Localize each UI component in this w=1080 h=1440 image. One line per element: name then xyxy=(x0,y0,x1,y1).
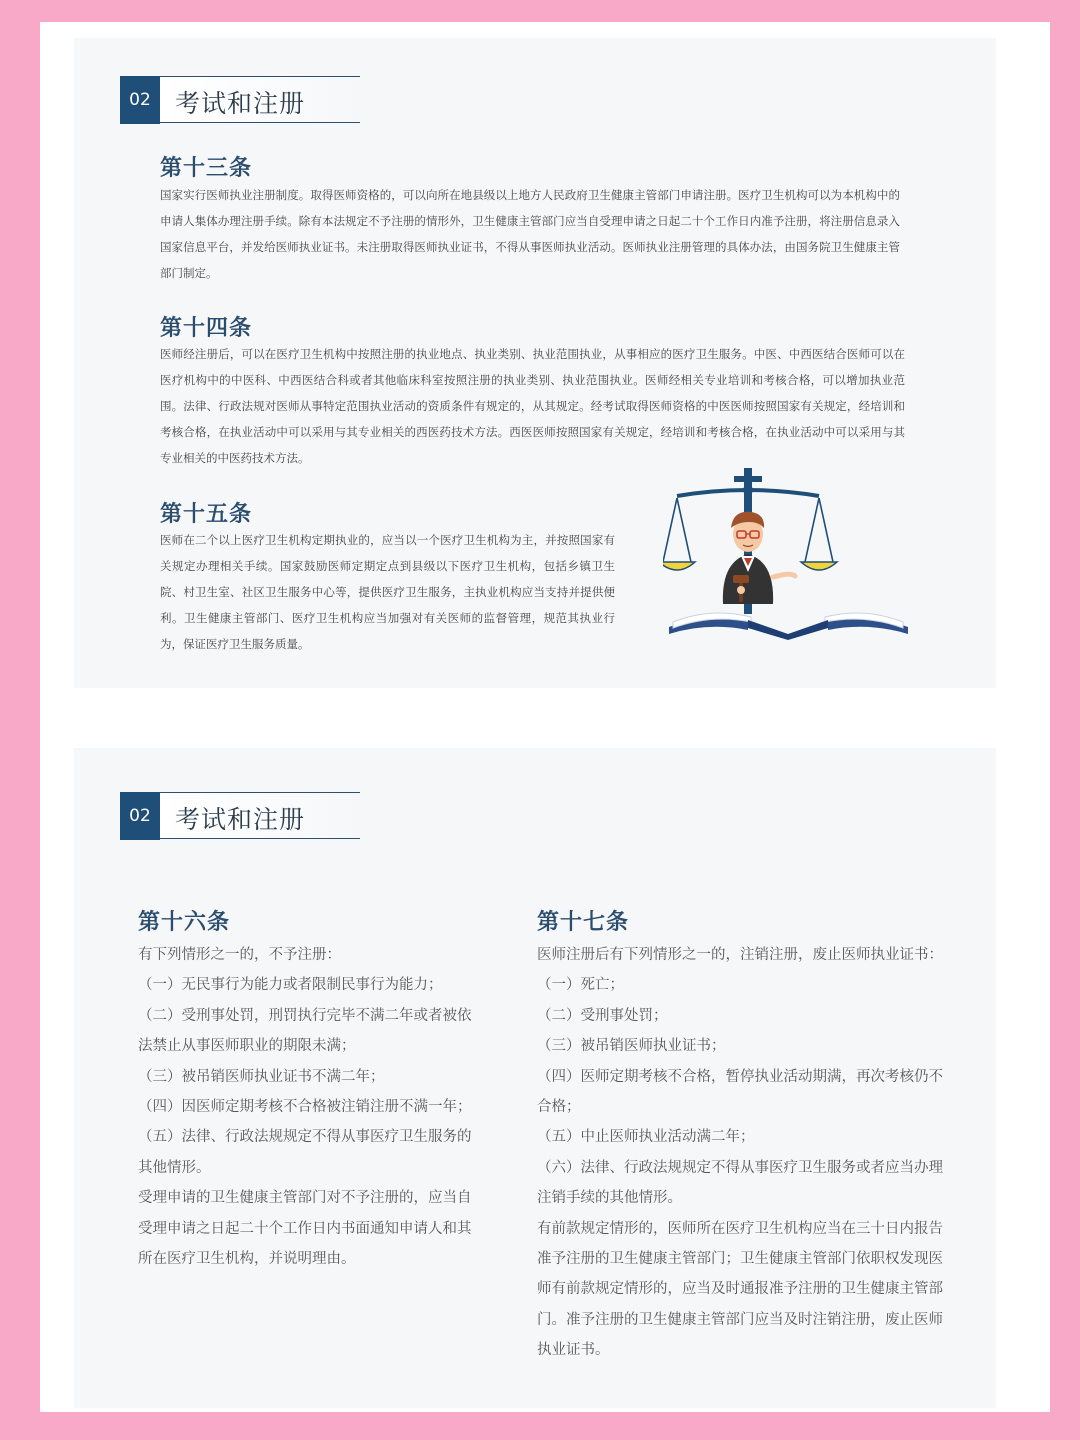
article-16-item-1: （一）无民事行为能力或者限制民事行为能力； xyxy=(138,977,443,994)
article-17-intro: 医师注册后有下列情形之一的，注销注册，废止医师执业证书： xyxy=(537,947,943,963)
article-13-body: 国家实行医师执业注册制度。取得医师资格的，可以向所在地县级以上地方人民政府卫生健康主管部门申请注册。医疗卫生机构可以为本机构中的申请人集体办理注册手续。除有本法规定不予注册的情形外，卫生健康主管部门应当自受理申请之日起二十个工作日内准予注册，将注册信息录入国家信息平台，并发给医师执业证书。未注册取得医师执业证书，不得从事医师执业活动。医师执业注册管理的具体办法，由国务院卫生健康主管部门制定。 xyxy=(160,188,900,280)
article-17-title: 第十七条 xyxy=(537,909,630,935)
judge-with-scales-and-book-icon xyxy=(663,462,913,642)
article-13-title: 第十三条 xyxy=(160,155,253,181)
article-16-body xyxy=(138,940,478,1274)
article-15-body: 医师在二个以上医疗卫生机构定期执业的，应当以一个医疗卫生机构为主，并按照国家有关规定办理相关手续。国家鼓励医师定期定点到县级以下医疗卫生机构，包括乡镇卫生院、村卫生室、社区卫生服务中心等，提供医疗卫生服务，主执业机构应当支持并提供便利。卫生健康主管部门、医疗卫生机构应当加强对有关医师的监督管理，规范其执业行为，保证医疗卫生服务质量。 xyxy=(160,533,615,651)
article-15-title: 第十五条 xyxy=(160,501,253,527)
article-17-body xyxy=(537,940,957,1366)
section-number: 02 xyxy=(120,76,160,124)
article-14-body: 医师经注册后，可以在医疗卫生机构中按照注册的执业地点、执业类别、执业范围执业，从事相应的医疗卫生服务。中医、中西医结合医师可以在医疗机构中的中医科、中西医结合科或者其他临床科室按照注册的执业类别、执业范围执业。医师经相关专业培训和考核合格，可以增加执业范围。法律、行政法规对医师从事特定范围执业活动的资质条件有规定的，从其规定。经考试取得医师资格的中医医师按照国家有关规定，经培训和考核合格，在执业活动中可以采用与其专业相关的西医药技术方法。西医医师按照国家有关规定，经培训和考核合格，在执业活动中可以采用与其专业相关的中医药技术方法。 xyxy=(160,347,905,465)
article-16-closing: 受理申请的卫生健康主管部门对不予注册的，应当自受理申请之日起二十个工作日内书面通知申请人和其所在医疗卫生机构，并说明理由。 xyxy=(138,1190,472,1268)
article-17-item-2: （二）受刑事处罚； xyxy=(537,1007,668,1024)
article-14-title: 第十四条 xyxy=(160,315,253,341)
section-number: 02 xyxy=(120,792,160,840)
article-16-intro: 有下列情形之一的，不予注册： xyxy=(138,947,341,963)
section-title: 考试和注册 xyxy=(175,89,306,118)
article-16-item-5: （五）法律、行政法规规定不得从事医疗卫生服务的其他情形。 xyxy=(138,1129,472,1176)
article-17-item-1: （一）死亡； xyxy=(537,977,624,994)
article-16-item-4: （四）因医师定期考核不合格被注销注册不满一年； xyxy=(138,1099,472,1116)
article-17-item-5: （五）中止医师执业活动满二年； xyxy=(537,1129,755,1146)
article-16-item-3: （三）被吊销医师执业证书不满二年； xyxy=(138,1068,385,1085)
article-17-item-4: （四）医师定期考核不合格，暂停执业活动期满，再次考核仍不合格； xyxy=(537,1068,943,1116)
article-17-item-6: （六）法律、行政法规规定不得从事医疗卫生服务或者应当办理注销手续的其他情形。 xyxy=(537,1159,943,1207)
article-16-item-2: （二）受刑事处罚，刑罚执行完毕不满二年或者被依法禁止从事医师职业的期限未满； xyxy=(138,1007,472,1055)
article-17-item-3: （三）被吊销医师执业证书； xyxy=(537,1038,726,1055)
article-16-title: 第十六条 xyxy=(138,909,231,935)
article-17-closing: 有前款规定情形的，医师所在医疗卫生机构应当在三十日内报告准予注册的卫生健康主管部门；卫生健康主管部门依职权发现医师有前款规定情形的，应当及时通报准予注册的卫生健康主管部门。准予注册的卫生健康主管部门应当及时注销注册，废止医师执业证书。 xyxy=(537,1220,943,1359)
section-title: 考试和注册 xyxy=(175,805,306,834)
